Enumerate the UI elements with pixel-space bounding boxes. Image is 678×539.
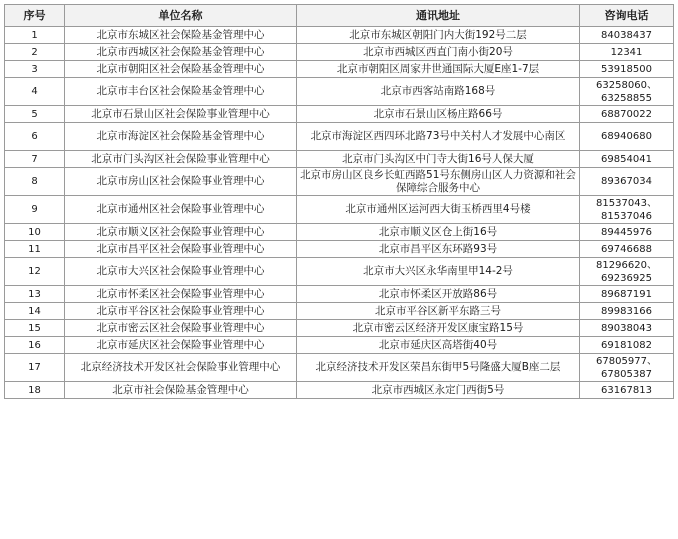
phone (580, 241, 674, 258)
phone-number: 89983166 (601, 305, 652, 317)
social-insurance-contact-table (4, 4, 674, 399)
phone (580, 61, 674, 78)
table-row (5, 354, 674, 382)
address: 北京市房山区良乡长虹西路51号东侧房山区人力资源和社会保障综合服务中心 (297, 168, 580, 196)
row-number: 11 (5, 241, 65, 258)
phone-number: 68940680 (601, 131, 652, 142)
table-row (5, 286, 674, 303)
table-row (5, 258, 674, 286)
phone-number: 63167813 (601, 384, 652, 396)
unit-name: 北京市密云区社会保险事业管理中心 (65, 320, 297, 337)
phone-number: 12341 (610, 46, 643, 58)
address: 北京市门头沟区中门寺大街16号人保大厦 (297, 151, 580, 168)
table-body (5, 27, 674, 399)
unit-name: 北京市门头沟区社会保险事业管理中心 (65, 151, 297, 168)
row-number: 13 (5, 286, 65, 303)
unit-name: 北京市社会保险基金管理中心 (65, 382, 297, 399)
table-row (5, 106, 674, 123)
table-row (5, 196, 674, 224)
table-row (5, 151, 674, 168)
phone (580, 354, 674, 382)
unit-name: 北京市房山区社会保险事业管理中心 (65, 168, 297, 196)
unit-name: 北京市丰台区社会保险基金管理中心 (65, 78, 297, 106)
row-number: 18 (5, 382, 65, 399)
phone-number: 69236925 (601, 272, 652, 284)
address: 北京市西城区永定门西街5号 (297, 382, 580, 399)
unit-name: 北京市顺义区社会保险事业管理中心 (65, 224, 297, 241)
unit-name: 北京市东城区社会保险基金管理中心 (65, 27, 297, 44)
table-row (5, 78, 674, 106)
table-row (5, 61, 674, 78)
phone-number: 53918500 (601, 63, 652, 75)
address: 北京市怀柔区开放路86号 (297, 286, 580, 303)
phone (580, 78, 674, 106)
phone (580, 151, 674, 168)
phone (580, 320, 674, 337)
phone-number: 84038437 (601, 29, 652, 41)
address: 北京市通州区运河西大街玉桥西里4号楼 (297, 196, 580, 224)
unit-name: 北京市怀柔区社会保险事业管理中心 (65, 286, 297, 303)
table-row (5, 168, 674, 196)
header-no: 序号 (5, 5, 65, 27)
address: 北京市东城区朝阳门内大街192号二层 (297, 27, 580, 44)
row-number: 9 (5, 196, 65, 224)
row-number: 6 (5, 123, 65, 151)
row-number: 17 (5, 354, 65, 382)
row-number: 16 (5, 337, 65, 354)
phone-number: 69181082 (601, 339, 652, 351)
row-number: 2 (5, 44, 65, 61)
phone (580, 44, 674, 61)
phone (580, 123, 674, 151)
phone (580, 224, 674, 241)
unit-name: 北京市延庆区社会保险事业管理中心 (65, 337, 297, 354)
unit-name: 北京市石景山区社会保险事业管理中心 (65, 106, 297, 123)
address: 北京市昌平区东环路93号 (297, 241, 580, 258)
phone (580, 168, 674, 196)
row-number: 5 (5, 106, 65, 123)
row-number: 3 (5, 61, 65, 78)
header-unit: 单位名称 (65, 5, 297, 27)
row-number: 15 (5, 320, 65, 337)
address: 北京市平谷区新平东路三号 (297, 303, 580, 320)
phone (580, 106, 674, 123)
phone (580, 27, 674, 44)
unit-name: 北京市大兴区社会保险事业管理中心 (65, 258, 297, 286)
phone-number: 89445976 (601, 226, 652, 238)
row-number: 4 (5, 78, 65, 106)
table-row (5, 27, 674, 44)
unit-name: 北京市平谷区社会保险事业管理中心 (65, 303, 297, 320)
table-row (5, 44, 674, 61)
table-row (5, 337, 674, 354)
address: 北京市西客站南路168号 (297, 78, 580, 106)
phone (580, 196, 674, 224)
phone-number: 68870022 (601, 108, 652, 120)
row-number: 7 (5, 151, 65, 168)
row-number: 8 (5, 168, 65, 196)
table-row (5, 320, 674, 337)
table-row (5, 224, 674, 241)
phone (580, 382, 674, 399)
header-address: 通讯地址 (297, 5, 580, 27)
phone-number: 63258060、 (596, 79, 657, 91)
phone (580, 286, 674, 303)
address: 北京市密云区经济开发区康宝路15号 (297, 320, 580, 337)
address: 北京市海淀区西四环北路73号中关村人才发展中心南区 (297, 123, 580, 151)
phone-number: 81537043、 (596, 197, 657, 209)
address: 北京市石景山区杨庄路66号 (297, 106, 580, 123)
phone-number: 69746688 (601, 243, 652, 255)
unit-name: 北京市昌平区社会保险事业管理中心 (65, 241, 297, 258)
phone (580, 303, 674, 320)
phone-number: 89038043 (601, 322, 652, 334)
row-number: 1 (5, 27, 65, 44)
unit-name: 北京经济技术开发区社会保险事业管理中心 (65, 354, 297, 382)
phone-number: 89367034 (601, 176, 652, 187)
phone-number: 69854041 (601, 153, 652, 165)
unit-name: 北京市通州区社会保险事业管理中心 (65, 196, 297, 224)
table-row (5, 241, 674, 258)
header-row (5, 5, 674, 27)
unit-name: 北京市西城区社会保险基金管理中心 (65, 44, 297, 61)
row-number: 10 (5, 224, 65, 241)
address: 北京市西城区西直门南小街20号 (297, 44, 580, 61)
address: 北京市大兴区永华南里甲14-2号 (297, 258, 580, 286)
phone (580, 337, 674, 354)
address: 北京市延庆区高塔街40号 (297, 337, 580, 354)
phone-number: 63258855 (601, 92, 652, 104)
phone (580, 258, 674, 286)
row-number: 14 (5, 303, 65, 320)
phone-number: 89687191 (601, 288, 652, 300)
address: 北京经济技术开发区荣昌东街甲5号隆盛大厦B座二层 (297, 354, 580, 382)
row-number: 12 (5, 258, 65, 286)
table-row (5, 123, 674, 151)
phone-number: 67805977、 (596, 355, 657, 367)
phone-number: 81296620、 (596, 259, 657, 271)
table-row (5, 382, 674, 399)
address: 北京市顺义区仓上街16号 (297, 224, 580, 241)
unit-name: 北京市朝阳区社会保险基金管理中心 (65, 61, 297, 78)
table-row (5, 303, 674, 320)
phone-number: 67805387 (601, 368, 652, 380)
phone-number: 81537046 (601, 210, 652, 222)
address: 北京市朝阳区周家井世通国际大厦E座1-7层 (297, 61, 580, 78)
unit-name: 北京市海淀区社会保险基金管理中心 (65, 123, 297, 151)
header-phone: 咨询电话 (580, 5, 674, 27)
